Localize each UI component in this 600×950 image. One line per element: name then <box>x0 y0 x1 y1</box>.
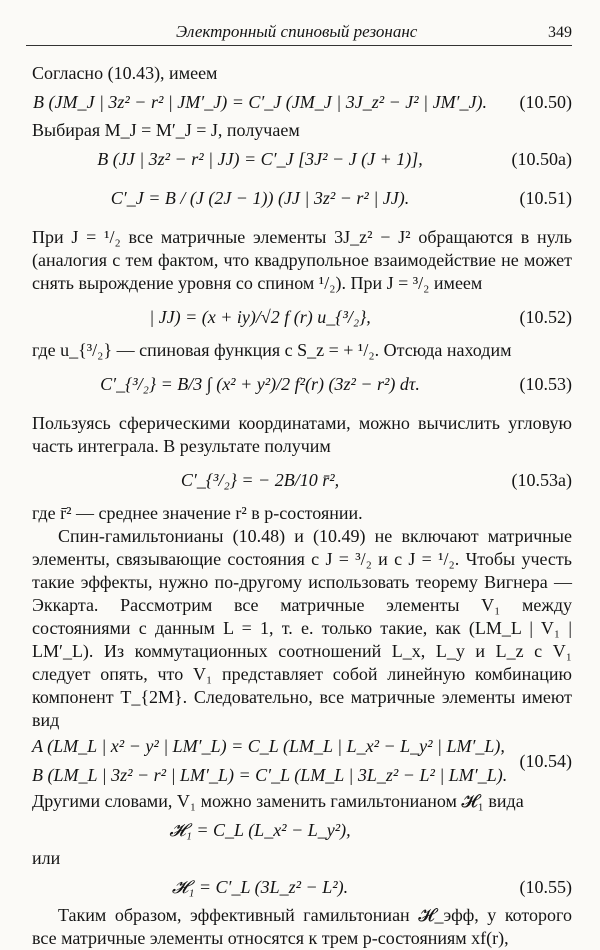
equation-number: (10.53a) <box>511 470 572 490</box>
equation-10-50a <box>32 142 572 176</box>
equation-number: (10.52) <box>519 307 572 327</box>
paragraph: Пользуясь сферическими координатами, можно вычислить угловую часть интеграла. В результате получим <box>32 413 572 456</box>
paragraph: Другими словами, V₁ можно заменить гамильтонианом 𝓗₁ вида <box>32 791 524 811</box>
equation-number: (10.50) <box>519 92 572 112</box>
paragraph: Выбирая M_J = M′_J = J, получаем <box>32 120 300 140</box>
equation-line: B (LM_L | 3z² − r² | LM′_L) = C′_L (LM_L | 3L_z² − L² | LM′_L). <box>32 765 508 785</box>
equation-body: C′_{³/₂} = B/3 ∫ (x² + y²)/2 f²(r) (3z² − r²) dτ. <box>100 374 420 394</box>
equation-h1 <box>32 813 572 847</box>
equation-10-54 <box>32 732 572 790</box>
equation-10-55 <box>32 870 572 904</box>
equation-10-50 <box>32 85 572 119</box>
equation-10-51 <box>32 176 572 220</box>
paragraph: где u_{³/₂} — спиновая функция с S_z = + ¹/₂. Отсюда находим <box>32 340 512 360</box>
paragraph: или <box>32 848 61 868</box>
equation-number: (10.50a) <box>511 149 572 169</box>
equation-body: B (JJ | 3z² − r² | JJ) = C′_J [3J² − J (J + 1)], <box>97 149 423 169</box>
equation-10-53a <box>32 458 572 502</box>
running-title: Электронный спиновый резонанс <box>176 22 418 41</box>
page-body <box>32 62 572 950</box>
equation-number: (10.51) <box>519 188 572 208</box>
paragraph: При J = ¹/₂ все матричные элементы 3J_z² − J² обращаются в нуль (аналогия с тем фактом, что квадрупольное взаимодействие не может снять вырождение уровня со спином ¹/₂). При J = ³/₂ имеем <box>32 227 572 293</box>
equation-body: B (JM_J | 3z² − r² | JM′_J) = C′_J (JM_J | 3J_z² − J² | JM′_J). <box>33 92 487 112</box>
equation-number: (10.53) <box>519 374 572 394</box>
equation-body: C′_J = B / (J (2J − 1)) (JJ | 3z² − r² | JJ). <box>110 188 410 208</box>
equation-body: | JJ) = (x + iy)/√2 f (r) u_{³/₂}, <box>149 307 371 327</box>
paragraph: Спин-гамильтонианы (10.48) и (10.49) не включают матричные элементы, связывающие состояния с J = ³/₂ и с J = ¹/₂. Чтобы учесть такие эффекты, нужно по-другому использовать теорему Вигнера — Эккарта. Рассмотрим все матричные элементы V₁ между состояниями с данным L = 1, т. е. только такие, как (LM_L | V₁ | LM′_L). Из коммутационных соотношений L_x, L_y и L_z с V₁ следует опять, что V₁ представляет собой линейную комбинацию компонент T_{2M}. Следовательно, все матричные элементы имеют вид <box>32 526 572 730</box>
equation-body: C′_{³/₂} = − 2B/10 r̄², <box>180 470 340 490</box>
equation-10-53 <box>32 362 572 406</box>
equation-number: (10.55) <box>519 877 572 897</box>
equation-body: 𝓗₁ = C_L (L_x² − L_y²), <box>169 820 351 840</box>
equation-body: 𝓗₁ = C′_L (3L_z² − L²). <box>171 877 349 897</box>
equation-number: (10.54) <box>519 751 572 771</box>
paragraph: Согласно (10.43), имеем <box>32 63 218 83</box>
page-number: 349 <box>548 24 572 41</box>
paragraph: где r̄² — среднее значение r² в p-состоянии. <box>32 503 363 523</box>
equation-line: A (LM_L | x² − y² | LM′_L) = C_L (LM_L | L_x² − L_y² | LM′_L), <box>32 736 505 756</box>
equation-10-52 <box>32 295 572 339</box>
running-header <box>26 18 572 46</box>
paragraph: Таким образом, эффективный гамильтониан 𝓗_эфф, у которого все матричные элементы относятся к трем p-состояниям xf(r), <box>32 905 572 948</box>
